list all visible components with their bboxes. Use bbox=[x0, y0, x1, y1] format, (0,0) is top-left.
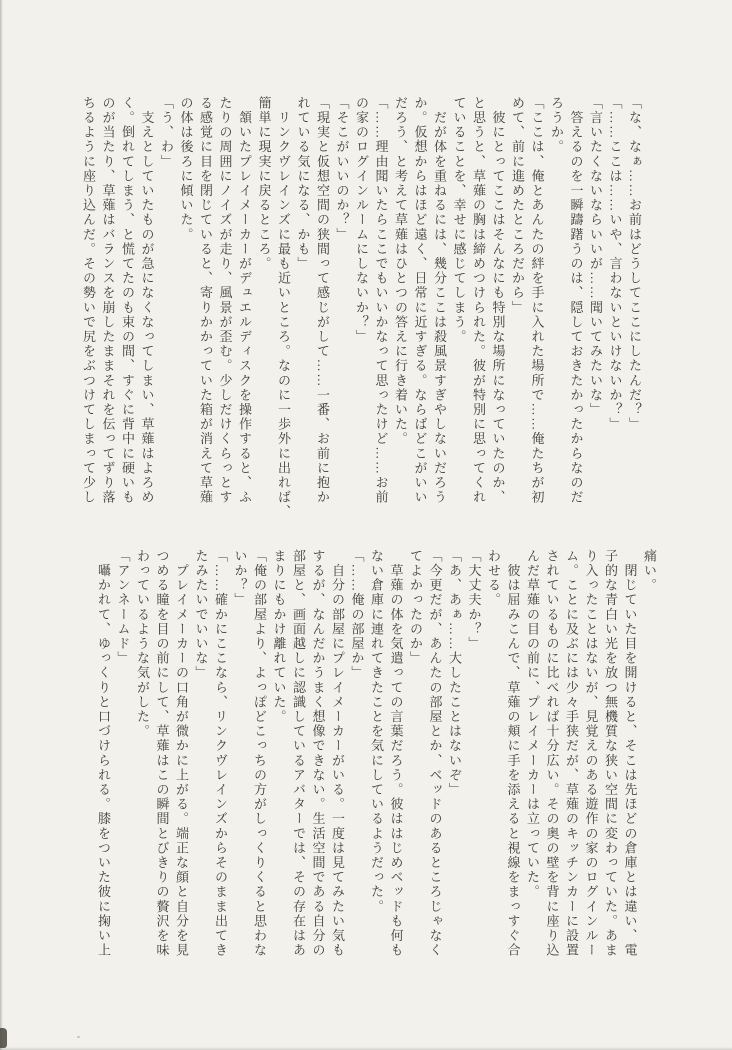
text-column: プレイメーカーの口角が微かに上がる。端正な顔と自分を見 bbox=[174, 549, 189, 958]
text-column: 答えるのを一瞬躊躇うのは、隠しておきたかったからなのだ bbox=[568, 96, 584, 505]
text-block-upper bbox=[79, 96, 645, 548]
text-column: れている気になる、かも」 bbox=[295, 96, 311, 272]
text-block-lower bbox=[94, 549, 660, 993]
text-column: たみたいでいいな」 bbox=[193, 549, 209, 681]
text-column: 「現実と仮想空間の狭間って感じがして……一番、お前に抱か bbox=[315, 96, 330, 505]
text-column: 「そこがいいのか？」 bbox=[334, 96, 350, 242]
text-column: 「アンネームド」 bbox=[115, 549, 131, 666]
text-column: ない倉庫に連れてきたことを気にしているようだった。 bbox=[369, 549, 384, 914]
text-column: 簡単に現実に戻るところ。 bbox=[256, 96, 272, 272]
text-column: 痛い。 bbox=[642, 549, 657, 593]
text-column: 子的な青白い光を放つ無機質な狭い空間に変わっていた。あま bbox=[603, 549, 618, 958]
text-column: わせる。 bbox=[486, 549, 501, 608]
text-column: 彼にとってここはそんなにも特別な場所になっていたのか、 bbox=[490, 96, 506, 505]
text-column: く。倒れてしまう、と慌てたのも束の間、すぐに背中に硬いも bbox=[120, 96, 135, 505]
text-column: の体は後ろに傾いた。 bbox=[178, 96, 194, 242]
text-column: 草薙の体を気遣っての言葉だろう。彼ははじめベッドも何も bbox=[388, 549, 404, 958]
text-column: するが、なんだかうまく想像できない。生活空間である自分の bbox=[310, 549, 326, 958]
text-column: まりにもかけ離れていた。 bbox=[271, 549, 287, 725]
text-column: 頷いたプレイメーカーがデュエルディスクを操作すると、ふ bbox=[237, 96, 252, 505]
text-column: ろうか。 bbox=[549, 96, 564, 155]
scan-speck bbox=[77, 1036, 80, 1038]
text-column: の家のログインルームにしないか？」 bbox=[354, 96, 369, 345]
text-column: と思うと、草薙の胸は締めつけられた。彼が特別に思ってくれ bbox=[471, 96, 486, 505]
text-column: 支えとしていたものが急になくなってしまい、草薙はよろめ bbox=[139, 96, 155, 505]
text-column: 「……理由聞いたらここでもいいかなって思ったけど……お前 bbox=[373, 96, 389, 505]
text-column: 「大丈夫か？」 bbox=[466, 549, 482, 652]
text-column: されているものに比べれば十分広い。その奥の壁を背に座り込 bbox=[544, 549, 560, 958]
text-column: 「……ここは……いや、言わないといけないか？」 bbox=[607, 96, 623, 432]
text-column: ちるように座り込んだ。その勢いで尻をぶつけてしまって少し bbox=[81, 96, 96, 505]
text-column: 「う、わ」 bbox=[159, 96, 174, 169]
text-column: ム。ことに及ぶには少々手狭だが、草薙のキッチンカーに設置 bbox=[564, 549, 579, 958]
scan-edge-left bbox=[0, 0, 3, 1050]
text-column: り入ったことはないが、見覚えのある遊作の家のログインルー bbox=[583, 549, 599, 958]
text-column: てよかったのか」 bbox=[408, 549, 423, 666]
text-column: 彼は屈みこんで、草薙の頬に手を添えると視線をまっすぐ合 bbox=[505, 549, 521, 958]
text-column: たりの周囲にノイズが走り、風景が歪む。少しだけくらっとす bbox=[217, 96, 233, 505]
text-column: 自分の部屋にプレイメーカーがいる。一度は見てみたい気も bbox=[330, 549, 345, 958]
text-column: リンクヴレインズに最も近いところ。なのに一歩外に出れば、 bbox=[276, 96, 291, 520]
text-column: 「……確かにここなら、リンクヴレインズからそのまま出てき bbox=[213, 549, 228, 958]
text-column: 「俺の部屋より、よっぽどこっちの方がしっくりくると思わな bbox=[252, 549, 267, 958]
text-column: いか？」 bbox=[232, 549, 248, 608]
text-column: か。仮想からはほど遠く、日常に近すぎる。ならばどこがいい bbox=[412, 96, 428, 505]
text-column: つめる瞳を目の前にして、草薙はこの瞬間とびきりの贅沢を味 bbox=[154, 549, 170, 958]
text-column: だが体を重ねるには、幾分ここは殺風景すぎやしないだろう bbox=[432, 96, 447, 505]
text-column: 部屋と、画面越しに認識しているアバターでは、その存在はあ bbox=[291, 549, 306, 958]
text-column: 「……俺の部屋か」 bbox=[349, 549, 365, 681]
text-column: 「ここは、俺とあんたの絆を手に入れた場所で……俺たちが初 bbox=[529, 96, 545, 505]
text-column: わっているような気がした。 bbox=[135, 549, 150, 739]
text-column: 「今更だが、あんたの部屋とか、ベッドのあるところじゃなく bbox=[427, 549, 443, 958]
text-column: る感覚に目を閉じていると、寄りかかっていた箱が消えて草薙 bbox=[198, 96, 213, 505]
text-column: ていることを、幸せに感じてしまう。 bbox=[451, 96, 467, 345]
text-column: 「言いたくないならいいが……聞いてみたいな」 bbox=[588, 96, 603, 418]
text-column: 「な、なぁ……お前はどうしてここにしたんだ？」 bbox=[627, 96, 642, 432]
page-number-edge-mark bbox=[0, 1028, 7, 1048]
text-column: のが当たり、草薙はバランスを崩したままそれを伝ってずり落 bbox=[100, 96, 116, 505]
text-column: んだ草薙の目の前に、プレイメーカーは立っていた。 bbox=[525, 549, 540, 900]
text-column: 囁かれて、ゆっくりと口づけられる。膝をついた彼に掬い上 bbox=[96, 549, 111, 958]
text-column: めて、前に進めたところだから」 bbox=[510, 96, 525, 315]
text-column: だろう、と考えて草薙はひとつの答えに行き着いた。 bbox=[393, 96, 408, 447]
text-column: 閉じていた目を開けると、そこは先ほどの倉庫とは違い、電 bbox=[622, 549, 638, 958]
text-column: 「あ、あぁ……大したことはないぞ」 bbox=[447, 549, 462, 798]
